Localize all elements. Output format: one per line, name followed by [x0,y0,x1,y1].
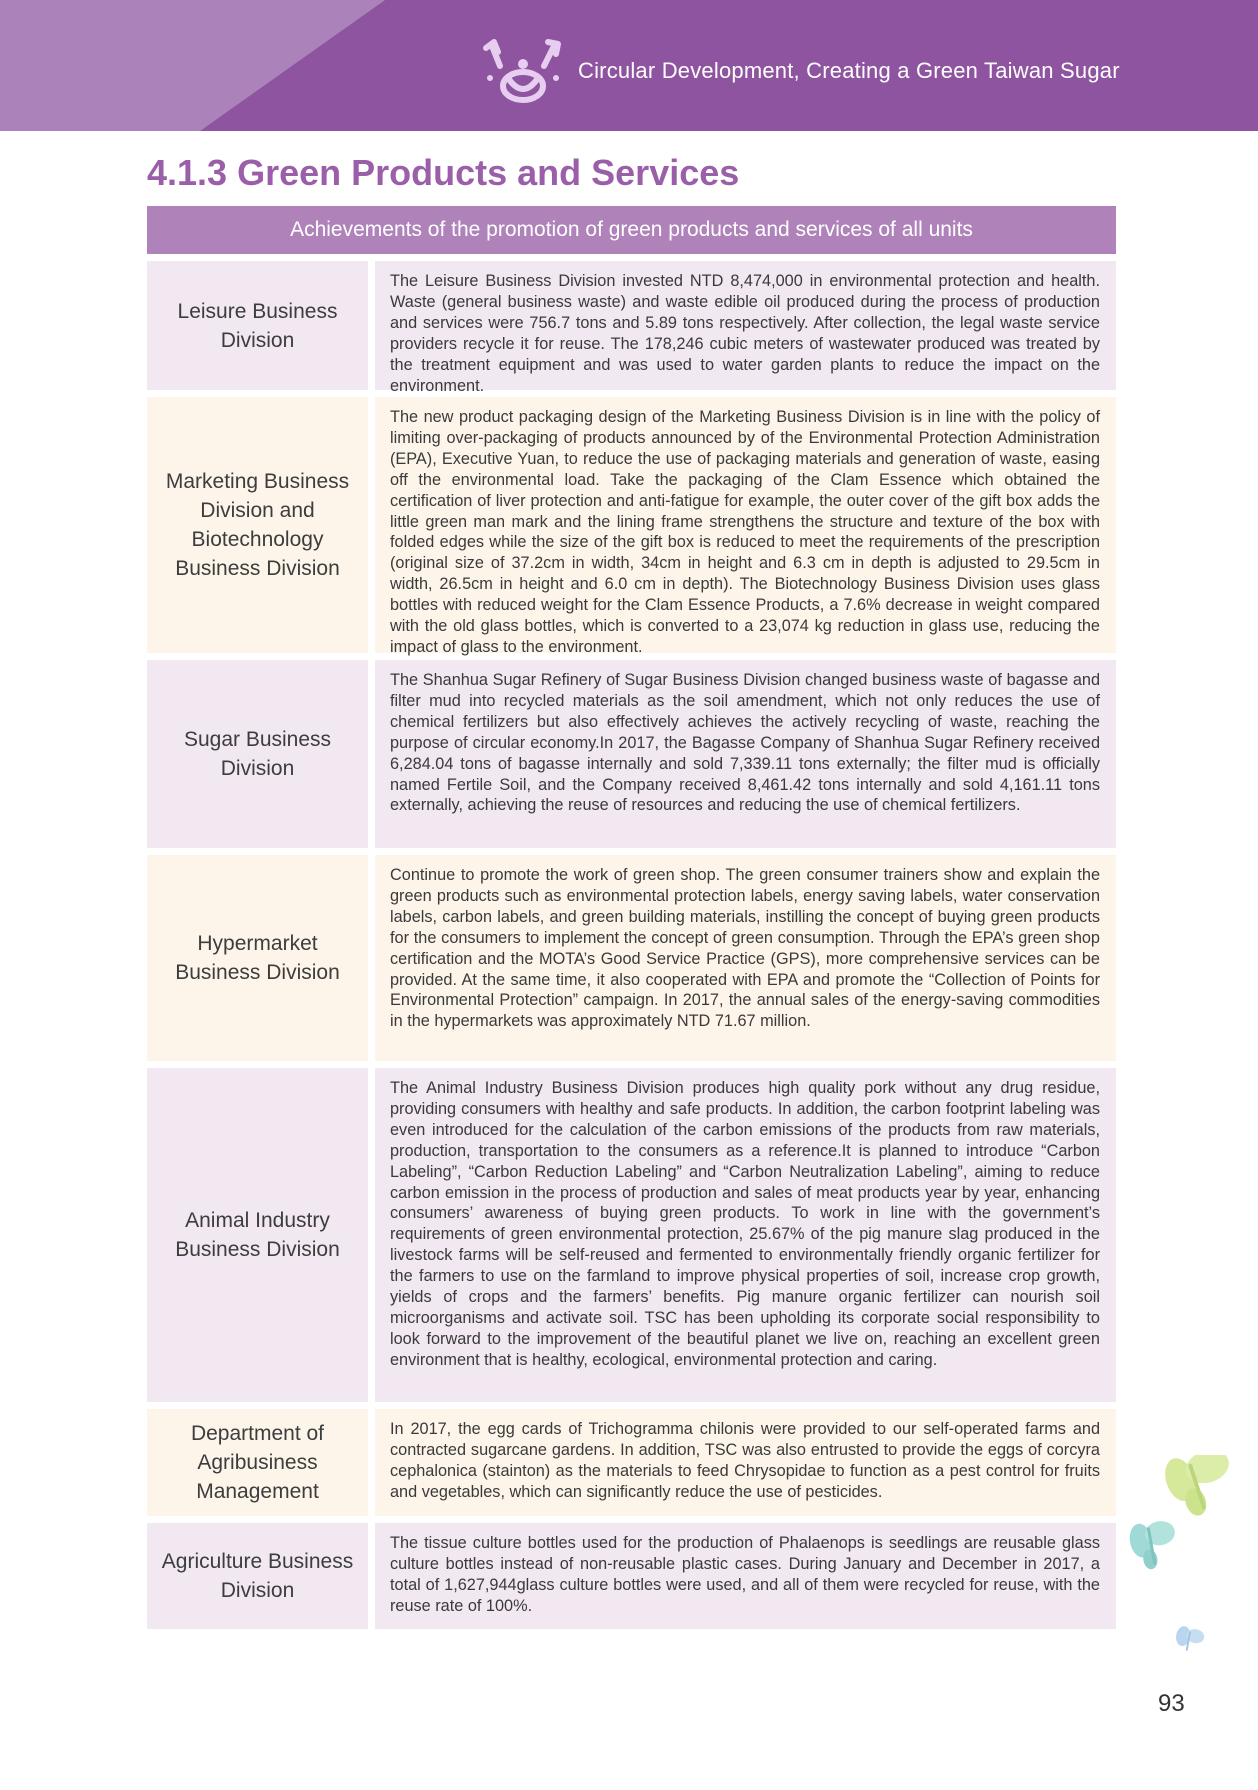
table-row [147,397,1116,656]
table-row [147,261,1116,395]
unit-achievement-text: The Leisure Business Division invested NTD 8,474,000 in environmental protection and health. Waste (general business waste) and waste edible oil produced during the process of production and services were 756.7 tons and 5.89 tons respectively. After collection, the legal waste service providers recycle it for reuse. The 178,246 cubic meters of wastewater produced was treated by the treatment equipment and was used to water garden plants to reduce the impact on the environment. [375,261,1116,390]
unit-name: Animal Industry Business Division [147,1068,368,1402]
unit-achievement-text: In 2017, the egg cards of Trichogramma chilonis were provided to our self-operated farms and contracted sugarcane gardens. In addition, TSC was also entrusted to provide the eggs of corcyra cephalonica (stainton) as the materials to feed Chrysopidae to function as a pest control for fruits and vegetables, which can significantly reduce the use of pesticides. [375,1409,1116,1516]
unit-achievement-text: Continue to promote the work of green shop. The green consumer trainers show and explain the green products such as environmental protection labels, energy saving labels, water conservation labels, carbon labels, and green building materials, instilling the concept of buying green products for the consumers to implement the concept of green consumption. Through the EPA’s green shop certification and the MOTA’s Good Service Practice (GPS), more comprehensive services can be provided. At the same time, it also cooperated with EPA and promote the “Collection of Points for Environmental Protection” campaign. In 2017, the annual sales of the energy-saving commodities in the hypermarkets was approximately NTD 71.67 million. [375,855,1116,1061]
table-heading: Achievements of the promotion of green products and services of all units [147,206,1116,254]
butterfly-icon [1118,1455,1258,1665]
unit-name: Leisure Business Division [147,261,368,390]
unit-achievement-text: The Animal Industry Business Division produces high quality pork without any drug residue, providing consumers with healthy and safe products. In addition, the carbon footprint labeling was even introduced for the calculation of the carbon emissions of the products from raw materials, production, transportation to the consumers as a reference.It is planned to introduce “Carbon Labeling”, “Carbon Reduction Labeling” and “Carbon Neutralization Labeling”, aiming to reduce carbon emission in the process of production and sales of meat products year by year, enhancing consumers’ awareness of buying green products. To work in line with the government’s requirements of green environmental protection, 25.67% of the pig manure slag produced in the livestock farms will be self-reused and fermented to environmentally friendly organic fertilizer for the farmers to use on the farmland to improve physical properties of soil, increase crop growth, yields of crops and the farmers’ benefits. Pig manure organic fertilizer can nourish soil microorganisms and activate soil. TSC has been upholding its corporate social responsibility to look forward to the improvement of the beautiful planet we live on, reaching an excellent green environment that is healthy, ecological, environmental protection and caring. [375,1068,1116,1402]
unit-name: Marketing Business Division and Biotechnology Business Division [147,397,368,653]
unit-achievement-text: The new product packaging design of the Marketing Business Division is in line with the policy of limiting over-packaging of products announced by of the Environmental Protection Administration (EPA), Executive Yuan, to reduce the use of packaging materials and generation of waste, easing off the environmental load. Take the packaging of the Clam Essence which obtained the certification of liver protection and anti-fatigue for example, the outer cover of the gift box adds the little green man mark and the lining frame strengthens the structure and texture of the box with folded edges while the size of the gift box is reduced to meet the requirements of the prescription (original size of 37.2cm in width, 34cm in height and 6.3 cm in depth is adjusted to 29.5cm in width, 26.5cm in height and 6.0 cm in depth). The Biotechnology Business Division uses glass bottles with reduced weight for the Clam Essence Products, a 7.6% decrease in weight compared with the old glass bottles, which is converted to a 23,074 kg reduction in glass use, reducing the impact of glass to the environment. [375,397,1116,653]
header-band [0,0,1258,131]
page-number: 93 [1158,1690,1185,1717]
tsc-recycle-logo-icon [478,38,568,110]
table-row [147,855,1116,1061]
unit-achievement-text: The Shanhua Sugar Refinery of Sugar Business Division changed business waste of bagasse and filter mud into recycled materials as the soil amendment, which not only reduces the use of chemical fertilizers but also effectively achieves the actively recycling of waste, reaching the purpose of circular economy.In 2017, the Bagasse Company of Shanhua Sugar Refinery received 6,284.04 tons of bagasse internally and sold 7,339.11 tons externally; the filter mud is officially named Fertile Soil, and the Company received 8,461.42 tons internally and sold 4,161.11 tons externally, achieving the reuse of resources and reducing the use of chemical fertilizers. [375,660,1116,848]
unit-name: Hypermarket Business Division [147,855,368,1061]
unit-name: Sugar Business Division [147,660,368,848]
unit-name: Agriculture Business Division [147,1523,368,1629]
unit-achievement-text: The tissue culture bottles used for the production of Phalaenops is seedlings are reusable glass culture bottles instead of non-reusable plastic cases. During January and December in 2017, a total of 1,627,944glass culture bottles were used, and all of them were recycled for reuse, with the reuse rate of 100%. [375,1523,1116,1629]
table-row [147,1409,1116,1516]
table-row [147,1523,1116,1629]
achievements-table [147,206,1116,1629]
unit-name: Department of Agribusiness Management [147,1409,368,1516]
table-row [147,660,1116,848]
table-row [147,1068,1116,1402]
section-title: 4.1.3 Green Products and Services [147,152,740,193]
header-title: Circular Development, Creating a Green Taiwan Sugar [578,58,1120,83]
